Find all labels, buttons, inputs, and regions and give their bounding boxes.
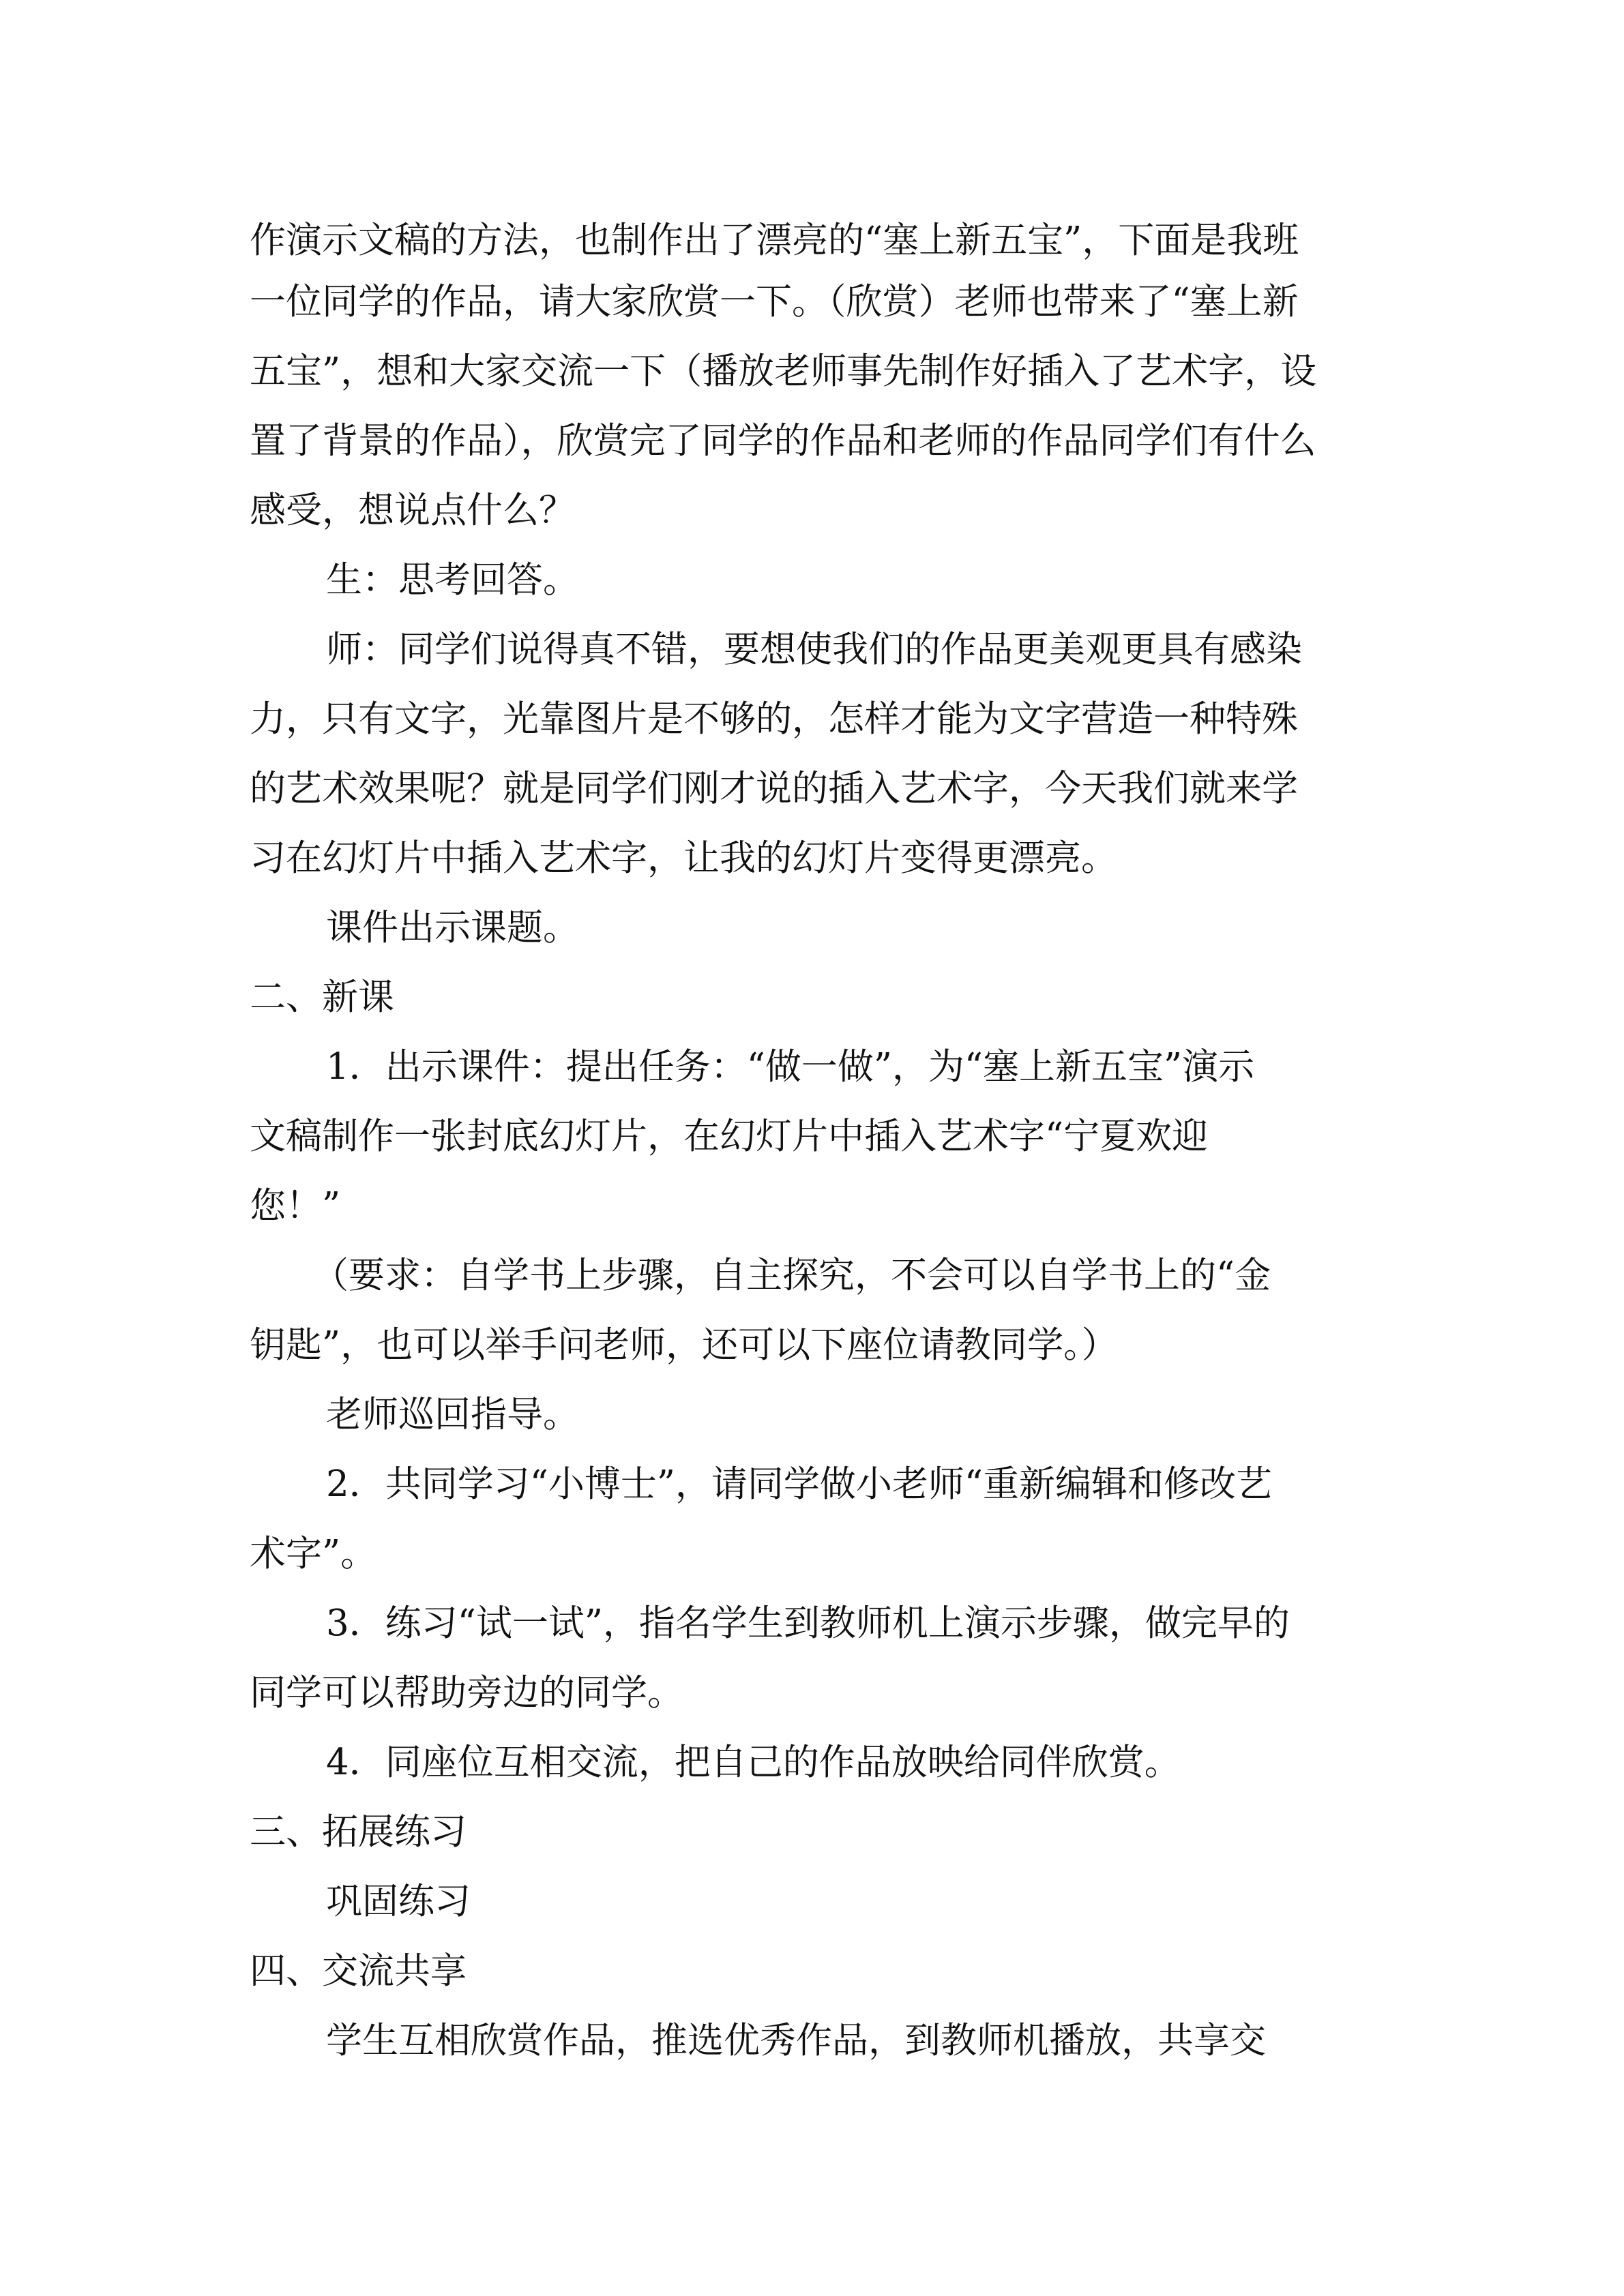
paragraph-line: 老师巡回指导。 (326, 1394, 579, 1435)
paragraph-line: 感受，想说点什么？ (250, 490, 575, 531)
paragraph-line: 1．出示课件：提出任务：“做一做”，为“塞上新五宝”演示 (326, 1046, 1255, 1088)
paragraph-line: 力，只有文字，光靠图片是不够的，怎样才能为文字营造一种特殊 (250, 698, 1298, 740)
paragraph-line: 2．共同学习“小博士”，请同学做小老师“重新编辑和修改艺 (326, 1463, 1273, 1505)
paragraph-line: 置了背景的作品），欣赏完了同学的作品和老师的作品同学们有什么 (250, 420, 1316, 462)
paragraph-line: 习在幻灯片中插入艺术字，让我的幻灯片变得更漂亮。 (250, 837, 1117, 879)
section-heading: 二、新课 (250, 976, 394, 1018)
paragraph-line: 钥匙”，也可以举手问老师，还可以下座位请教同学。） (250, 1324, 1118, 1366)
paragraph-line: 4．同座位互相交流，把自己的作品放映给同伴欣赏。 (326, 1742, 1181, 1783)
paragraph-line: 学生互相欣赏作品，推选优秀作品，到教师机播放，共享交 (326, 2020, 1266, 2061)
paragraph-line: 术字”。 (250, 1533, 377, 1575)
section-heading: 三、拓展练习 (250, 1811, 467, 1853)
paragraph-line: 一位同学的作品，请大家欣赏一下。（欣赏）老师也带来了“塞上新 (250, 281, 1299, 323)
paragraph-line: 作演示文稿的方法，也制作出了漂亮的“塞上新五宝”，下面是我班 (250, 220, 1299, 261)
paragraph-line: 巩固练习 (326, 1881, 471, 1922)
paragraph-line: 文稿制作一张封底幻灯片，在幻灯片中插入艺术字“宁夏欢迎 (250, 1116, 1209, 1157)
paragraph-line: 同学可以帮助旁边的同学。 (250, 1672, 683, 1714)
paragraph-line: 师：同学们说得真不错，要想使我们的作品更美观更具有感染 (326, 629, 1302, 670)
paragraph-line: 五宝”，想和大家交流一下（播放老师事先制作好插入了艺术字，设 (250, 351, 1317, 392)
paragraph-line: 生：思考回答。 (326, 559, 579, 601)
section-heading: 四、交流共享 (250, 1950, 467, 1992)
paragraph-line: 您！” (250, 1185, 341, 1227)
paragraph-line: 3．练习“试一试”，指名学生到教师机上演示步骤，做完早的 (326, 1602, 1290, 1644)
paragraph-line: 的艺术效果呢？就是同学们刚才说的插入艺术字，今天我们就来学 (250, 768, 1298, 809)
paragraph-line: （要求：自学书上步骤，自主探究，不会可以自学书上的“金 (312, 1255, 1271, 1296)
paragraph-line: 课件出示课题。 (326, 907, 579, 949)
